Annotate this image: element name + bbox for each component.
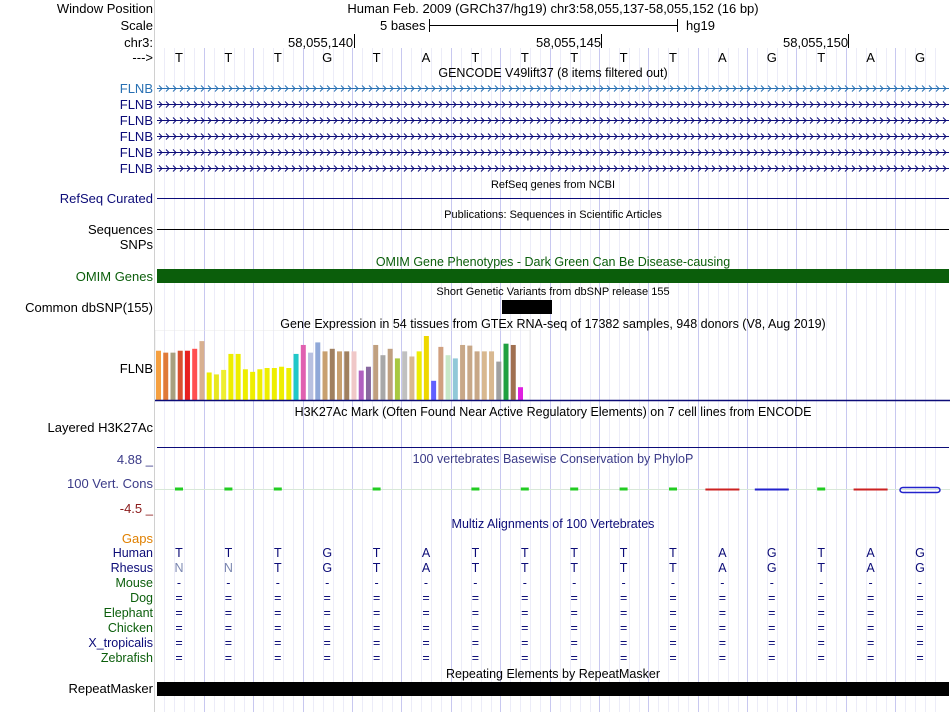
alignment-base: =	[274, 621, 282, 635]
alignment-base: =	[866, 621, 875, 635]
gtex-tissue-bar[interactable]	[489, 351, 494, 400]
position-text: Human Feb. 2009 (GRCh37/hg19) chr3:58,055,137-58,055,152 (16 bp)	[347, 1, 759, 16]
alignment-base: =	[570, 591, 578, 605]
alignment-base: -	[423, 576, 429, 590]
sequence-base: G	[914, 50, 926, 65]
conservation-plot[interactable]	[155, 460, 950, 515]
sequence-base: T	[224, 50, 233, 65]
dbsnp-label[interactable]: Common dbSNP(155)	[25, 300, 153, 315]
alignment-base: A	[421, 561, 431, 575]
gencode-gene-label[interactable]: FLNB	[119, 145, 153, 160]
alignment-base: =	[521, 606, 529, 620]
gtex-tissue-bar[interactable]	[504, 344, 509, 400]
gencode-gene-label[interactable]: FLNB	[119, 161, 153, 176]
alignment-base: =	[768, 651, 776, 665]
scale-bar-left-tick	[429, 19, 430, 32]
conservation-score[interactable]	[373, 488, 381, 491]
gtex-tissue-bar[interactable]	[460, 345, 465, 400]
alignment-base: =	[669, 651, 677, 665]
alignment-base: =	[422, 651, 430, 665]
gtex-tissue-bar[interactable]	[511, 345, 516, 400]
h3k27ac-label[interactable]: Layered H3K27Ac	[47, 420, 153, 435]
species-label[interactable]: Zebrafish	[100, 651, 153, 665]
gtex-tissue-bar[interactable]	[402, 351, 407, 400]
coord-tick-mark-1	[354, 34, 355, 48]
omim-title[interactable]: OMIM Gene Phenotypes - Dark Green Can Be Disease-causing	[375, 255, 731, 269]
conservation-score[interactable]	[471, 488, 479, 491]
alignment-base: =	[471, 606, 480, 620]
conservation-score[interactable]	[274, 488, 282, 491]
alignment-base: G	[322, 561, 333, 575]
alignment-base: =	[274, 606, 282, 620]
gtex-tissue-bar[interactable]	[228, 354, 233, 400]
gtex-tissue-bar[interactable]	[446, 355, 451, 400]
species-label[interactable]: Chicken	[107, 621, 153, 635]
gtex-tissue-bar[interactable]	[294, 354, 299, 400]
gtex-tissue-bar[interactable]	[467, 346, 472, 400]
species-label[interactable]: Dog	[130, 591, 153, 605]
gtex-tissue-bar[interactable]	[279, 367, 284, 400]
gencode-gene-label[interactable]: FLNB	[119, 97, 153, 112]
alignment-base: -	[720, 576, 725, 590]
publications-line	[157, 229, 949, 230]
gencode-gene-label[interactable]: FLNB	[119, 113, 153, 128]
alignment-base: =	[570, 606, 578, 620]
species-label[interactable]: Elephant	[103, 606, 153, 620]
alignment-base: =	[817, 591, 825, 605]
species-label[interactable]: X_tropicalis	[88, 636, 153, 650]
sequence-base: G	[766, 50, 777, 65]
alignment-base: =	[768, 606, 776, 620]
gtex-tissue-bar[interactable]	[221, 370, 226, 400]
sequence-base: T	[175, 50, 183, 65]
gtex-tissue-bar[interactable]	[373, 345, 378, 400]
alignment-base: =	[224, 636, 233, 650]
omim-label[interactable]: OMIM Genes	[75, 269, 153, 284]
alignment-base: =	[224, 651, 233, 665]
sequence-base: T	[669, 50, 677, 65]
alignment-base: =	[768, 636, 776, 650]
gencode-gene-model[interactable]	[157, 132, 949, 141]
alignment-base: =	[619, 621, 628, 635]
h3k27ac-title[interactable]: H3K27Ac Mark (Often Found Near Active Regulatory Elements) on 7 cell lines from ENCODE	[294, 405, 812, 419]
gaps-label[interactable]: Gaps	[121, 531, 153, 546]
sequence-base: G	[322, 50, 333, 65]
alignment-base: =	[372, 636, 381, 650]
conservation-score[interactable]	[705, 489, 739, 491]
conservation-score[interactable]	[175, 488, 183, 491]
gencode-gene-model[interactable]	[157, 148, 949, 157]
alignment-base: =	[224, 591, 233, 605]
sequence-base: T	[471, 50, 480, 65]
alignment-base: =	[916, 636, 924, 650]
alignment-base: =	[521, 591, 529, 605]
alignment-base: =	[916, 591, 924, 605]
alignment-base: =	[866, 636, 875, 650]
alignment-base: T	[224, 546, 233, 560]
alignment-base: -	[621, 576, 626, 590]
alignment-base: =	[916, 621, 924, 635]
alignment-base: =	[866, 651, 875, 665]
publications-title[interactable]: Publications: Sequences in Scientific Articles	[444, 209, 662, 221]
alignment-base: T	[372, 546, 381, 560]
gtex-tissue-bar[interactable]	[431, 381, 436, 400]
sequence-base: A	[718, 50, 727, 65]
alignment-base: A	[866, 561, 875, 575]
gencode-gene-model[interactable]	[157, 164, 949, 173]
gtex-title[interactable]: Gene Expression in 54 tissues from GTEx RNA-seq of 17382 samples, 948 donors (V8, Aug 2019)	[280, 317, 826, 331]
alignment-base: =	[521, 621, 529, 635]
scale-text: 5 bases	[380, 18, 426, 33]
gencode-gene-model[interactable]	[157, 100, 949, 109]
alignment-base: T	[817, 546, 825, 560]
dbsnp-title[interactable]: Short Genetic Variants from dbSNP release 155	[436, 286, 670, 298]
alignment-base: T	[619, 546, 628, 560]
alignment-base: =	[175, 606, 183, 620]
gtex-tissue-bar[interactable]	[257, 369, 262, 400]
gtex-tissue-bar[interactable]	[315, 342, 320, 400]
scale-bar-right-tick	[677, 19, 678, 32]
alignment-base: =	[768, 621, 776, 635]
alignment-base: =	[916, 651, 924, 665]
sequence-base: T	[520, 50, 529, 65]
gencode-gene-model[interactable]	[157, 116, 949, 125]
alignment-base: T	[570, 561, 578, 575]
gtex-tissue-bar[interactable]	[207, 372, 212, 400]
refseq-title[interactable]: RefSeq genes from NCBI	[490, 179, 616, 191]
alignment-base: -	[670, 576, 676, 590]
alignment-base: =	[471, 621, 480, 635]
alignment-base: =	[323, 651, 331, 665]
alignment-base: =	[274, 651, 282, 665]
alignment-base: T	[471, 546, 480, 560]
alignment-base: =	[224, 606, 233, 620]
conservation-score[interactable]	[521, 488, 529, 491]
gtex-tissue-bar[interactable]	[344, 351, 349, 400]
gtex-tissue-bar[interactable]	[438, 347, 443, 400]
refseq-label[interactable]: RefSeq Curated	[59, 191, 153, 206]
alignment-base: =	[422, 636, 430, 650]
alignment-base: =	[372, 606, 381, 620]
alignment-base: =	[372, 621, 381, 635]
gtex-tissue-bar[interactable]	[518, 387, 523, 400]
gtex-tissue-bar[interactable]	[192, 349, 197, 400]
gtex-tissue-bar[interactable]	[475, 351, 480, 400]
alignment-base: =	[175, 621, 183, 635]
gtex-label[interactable]: FLNB	[119, 361, 153, 376]
gtex-tissue-bar[interactable]	[236, 354, 241, 400]
gencode-gene-model[interactable]	[157, 84, 949, 93]
gtex-tissue-bar[interactable]	[308, 353, 313, 400]
alignment-base: =	[866, 591, 875, 605]
alignment-base: N	[174, 561, 184, 575]
alignment-base: -	[769, 576, 774, 590]
alignment-base: =	[175, 651, 183, 665]
alignment-base: =	[669, 591, 677, 605]
repeatmasker-title[interactable]: Repeating Elements by RepeatMasker	[445, 667, 660, 681]
alignment-base: =	[619, 591, 628, 605]
gtex-tissue-bar[interactable]	[359, 371, 364, 400]
conservation-score[interactable]	[669, 488, 677, 491]
alignment-base: =	[570, 636, 578, 650]
coord-tick-mark-3	[848, 34, 849, 48]
coord-tick-3: 58,055,150	[783, 35, 849, 50]
omim-bar[interactable]	[157, 269, 949, 283]
alignment-base: =	[422, 606, 430, 620]
gtex-tissue-bar[interactable]	[424, 336, 429, 400]
alignment-base: T	[669, 561, 677, 575]
coord-tick-2: 58,055,145	[536, 35, 602, 50]
gtex-tissue-bar[interactable]	[380, 355, 385, 400]
alignment-base: =	[323, 591, 331, 605]
alignment-base: =	[570, 621, 578, 635]
alignment-base: =	[817, 621, 825, 635]
sequence-base: T	[817, 50, 826, 65]
gtex-tissue-bar[interactable]	[243, 369, 248, 400]
alignment-base: =	[471, 651, 480, 665]
gencode-gene-label[interactable]: FLNB	[119, 129, 153, 144]
alignment-base: G	[915, 561, 925, 575]
publications-sequences-label[interactable]: Sequences	[87, 222, 153, 237]
alignment-base: -	[819, 576, 824, 590]
alignment-base: =	[323, 606, 331, 620]
strand-label: --->	[132, 50, 153, 65]
alignment-base: =	[323, 636, 331, 650]
multiz-title[interactable]: Multiz Alignments of 100 Vertebrates	[451, 517, 655, 531]
alignment-base: T	[471, 561, 480, 575]
repeatmasker-bar[interactable]	[157, 682, 949, 696]
gtex-tissue-bar[interactable]	[330, 349, 335, 400]
alignment-base: -	[374, 576, 379, 590]
alignment-base: =	[619, 606, 628, 620]
gtex-tissue-bar[interactable]	[453, 358, 458, 400]
alignment-base: =	[669, 636, 677, 650]
gtex-tissue-bar[interactable]	[366, 367, 371, 400]
scale-bar	[429, 25, 677, 26]
conservation-score[interactable]	[817, 488, 825, 491]
gtex-tissue-bar[interactable]	[185, 351, 190, 400]
alignment-base: -	[473, 576, 478, 590]
alignment-base: =	[274, 636, 282, 650]
alignment-base: N	[223, 561, 233, 575]
alignment-base: -	[176, 576, 182, 590]
gtex-tissue-bar[interactable]	[496, 362, 501, 400]
gtex-tissue-bar[interactable]	[388, 349, 393, 400]
sequence-base: T	[570, 50, 579, 65]
gencode-gene-label[interactable]: FLNB	[119, 81, 153, 96]
gtex-tissue-bar[interactable]	[178, 351, 183, 400]
alignment-base: -	[917, 576, 923, 590]
species-label[interactable]: Human	[112, 546, 153, 560]
gtex-tissue-bar[interactable]	[156, 351, 161, 400]
gtex-tissue-bar[interactable]	[323, 351, 328, 400]
alignment-base: T	[273, 561, 282, 575]
alignment-base: T	[520, 561, 529, 575]
alignment-base: =	[422, 591, 430, 605]
window-position-label: Window Position	[56, 1, 153, 16]
alignment-base: T	[817, 561, 825, 575]
alignment-base: =	[521, 636, 529, 650]
alignment-base: =	[669, 606, 677, 620]
alignment-base: G	[766, 546, 777, 560]
alignment-base: -	[868, 576, 873, 590]
h3k27ac-baseline	[157, 447, 949, 448]
conservation-label[interactable]: 100 Vert. Cons	[67, 476, 153, 491]
alignment-base: T	[273, 546, 282, 560]
sequence-base: T	[372, 50, 381, 65]
coord-tick-mark-2	[601, 34, 602, 48]
alignment-base: -	[522, 576, 527, 590]
conservation-score[interactable]	[854, 489, 888, 491]
alignment-base: T	[372, 561, 381, 575]
conservation-max-label: 4.88 _	[116, 452, 153, 467]
alignment-base: A	[718, 546, 727, 560]
alignment-base: G	[322, 546, 333, 560]
sequence-base: A	[866, 50, 875, 65]
alignment-base: A	[421, 546, 431, 560]
alignment-base: =	[471, 591, 480, 605]
gtex-tissue-bar[interactable]	[163, 353, 168, 400]
alignment-base: T	[520, 546, 529, 560]
gtex-tissue-bar[interactable]	[409, 356, 414, 400]
alignment-base: =	[471, 636, 480, 650]
alignment-base: =	[669, 621, 677, 635]
alignment-base: T	[175, 546, 183, 560]
alignment-base: =	[866, 606, 875, 620]
alignment-base: =	[175, 636, 183, 650]
scale-label: Scale	[120, 18, 153, 33]
alignment-base: =	[718, 591, 727, 605]
dbsnp-variant-block[interactable]	[502, 300, 552, 314]
alignment-base: =	[768, 591, 776, 605]
species-label[interactable]: Rhesus	[110, 561, 153, 575]
gtex-tissue-bar[interactable]	[199, 341, 204, 400]
chr-label: chr3:	[124, 35, 153, 50]
alignment-base: -	[275, 576, 280, 590]
alignment-base: =	[619, 636, 628, 650]
sequence-base: T	[273, 50, 282, 65]
conservation-min-label: -4.5 _	[119, 501, 153, 516]
gtex-tissue-bar[interactable]	[417, 351, 422, 400]
alignment-base: -	[226, 576, 231, 590]
alignment-base: =	[521, 651, 529, 665]
gtex-tissue-bar[interactable]	[337, 351, 342, 400]
alignment-base: =	[224, 621, 233, 635]
alignment-base: G	[915, 546, 925, 560]
gtex-tissue-bar[interactable]	[286, 368, 291, 400]
alignment-base: =	[718, 606, 727, 620]
conservation-score[interactable]	[755, 489, 789, 491]
gtex-tissue-bar[interactable]	[395, 358, 400, 400]
gtex-tissue-bar[interactable]	[482, 351, 487, 400]
snps-label[interactable]: SNPs	[119, 237, 153, 252]
alignment-base: =	[817, 606, 825, 620]
repeatmasker-label[interactable]: RepeatMasker	[68, 681, 153, 696]
gtex-tissue-bar[interactable]	[272, 368, 277, 400]
alignment-base: =	[718, 651, 727, 665]
alignment-base: =	[718, 636, 727, 650]
conservation-score[interactable]	[224, 488, 232, 491]
coord-tick-1: 58,055,140	[288, 35, 354, 50]
gtex-tissue-bar[interactable]	[250, 372, 255, 400]
conservation-score[interactable]	[570, 488, 578, 491]
alignment-base: =	[372, 591, 381, 605]
gtex-tissue-bar[interactable]	[351, 351, 356, 400]
alignment-base: T	[669, 546, 677, 560]
alignment-base: -	[572, 576, 577, 590]
alignment-base: T	[619, 561, 628, 575]
alignment-base: =	[817, 636, 825, 650]
sequence-base: A	[421, 50, 431, 65]
alignment-base: A	[866, 546, 875, 560]
alignment-base: =	[619, 651, 628, 665]
alignment-base: =	[274, 591, 282, 605]
alignment-base: =	[570, 651, 578, 665]
alignment-base: =	[422, 621, 430, 635]
alignment-base: -	[325, 576, 330, 590]
gencode-title[interactable]: GENCODE V49lift37 (8 items filtered out)	[438, 66, 668, 80]
alignment-base: =	[817, 651, 825, 665]
sequence-base: T	[619, 50, 628, 65]
alignment-base: =	[372, 651, 381, 665]
species-label[interactable]: Mouse	[115, 576, 153, 590]
alignment-base: T	[570, 546, 578, 560]
alignment-base: =	[175, 591, 183, 605]
scale-assembly: hg19	[686, 18, 715, 33]
gtex-bar-chart[interactable]	[155, 330, 950, 402]
gtex-tissue-bar[interactable]	[170, 353, 175, 400]
gtex-tissue-bar[interactable]	[265, 368, 270, 400]
alignment-base: =	[323, 621, 331, 635]
alignment-base: =	[718, 621, 727, 635]
alignment-base: G	[766, 561, 777, 575]
conservation-score[interactable]	[620, 488, 628, 491]
alignment-base: A	[718, 561, 727, 575]
alignment-base: =	[916, 606, 924, 620]
gtex-tissue-bar[interactable]	[301, 345, 306, 400]
gtex-tissue-bar[interactable]	[214, 374, 219, 400]
conservation-title[interactable]: 100 vertebrates Basewise Conservation by PhyloP	[412, 452, 694, 466]
refseq-gene-line[interactable]	[157, 198, 949, 199]
